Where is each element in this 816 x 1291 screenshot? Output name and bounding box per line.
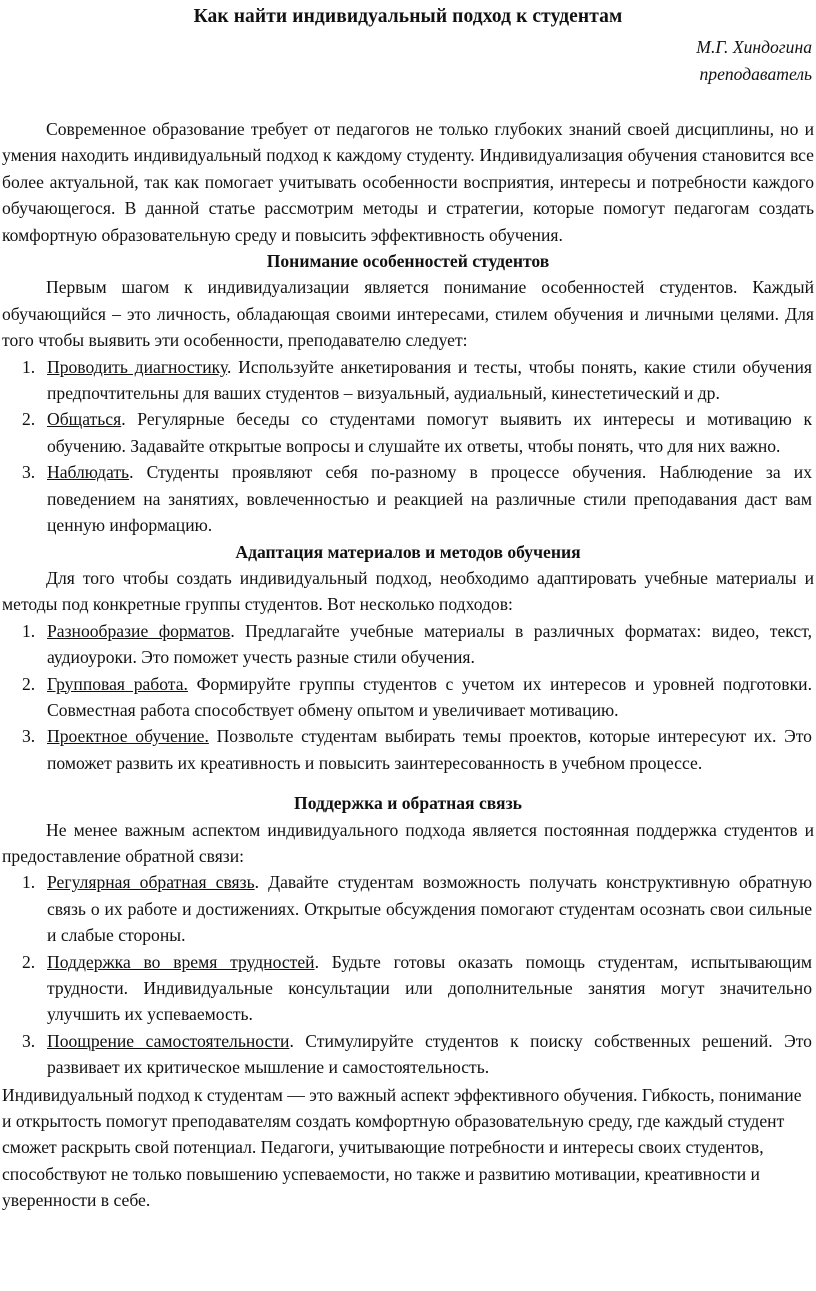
numbered-list [2, 354, 814, 539]
list-item [2, 406, 812, 459]
numbered-list [2, 618, 814, 776]
item-text: Регулярные беседы со студентами помогут выявить их интересы и мотивацию к обучению. Задавайте открытые вопросы и слушайте их ответы, чтобы понять, что для них важно. [47, 409, 812, 456]
item-term-separator: . [289, 1030, 294, 1051]
section-support [2, 790, 814, 1080]
list-item [2, 949, 812, 1028]
item-term: Проектное обучение. [47, 726, 209, 747]
item-text: Давайте студентам возможность получать конструктивную обратную связь о их работе и достижениях. Открытые обсуждения помогают студентам осознать свои сильные и слабые стороны. [47, 872, 812, 946]
section-heading: Поддержка и обратная связь [294, 793, 522, 814]
list-item [2, 1028, 812, 1081]
item-term-separator: . [314, 951, 319, 972]
item-number: 3. [22, 462, 36, 483]
section-understanding [2, 248, 814, 538]
section-lead: Не менее важным аспектом индивидуального подхода является постоянная поддержка студентов и предоставление обратной связи: [2, 819, 814, 866]
item-text: Используйте анкетирования и тесты, чтобы понять, какие стили обучения предпочтительны для ваших студентов – визуальный, аудиальный, кинестетический и др. [47, 356, 812, 404]
author-name: М.Г. Хиндогина [696, 37, 812, 57]
list-item [2, 354, 812, 407]
item-term: Разнообразие форматов [47, 620, 231, 641]
item-text: Будьте готовы оказать помощь студентам, испытывающим трудности. Индивидуальные консультации или дополнительные занятия могут значительно улучшить их успеваемость. [47, 951, 812, 1025]
list-item [2, 618, 812, 671]
section-lead: Для того чтобы создать индивидуальный подход, необходимо адаптировать учебные материалы и методы под конкретные группы студентов. Вот несколько подходов: [2, 567, 814, 615]
section-adaptation [2, 539, 814, 777]
item-number: 3. [22, 726, 36, 747]
item-number: 2. [22, 409, 36, 430]
item-term: Поощрение самостоятельности [47, 1030, 290, 1051]
item-term: Регулярная обратная связь [47, 872, 255, 893]
item-term-separator: . [254, 872, 260, 893]
item-term-separator: . [226, 356, 232, 377]
author-role: преподаватель [699, 64, 812, 84]
item-text: Предлагайте учебные материалы в различных форматах: видео, текст, аудиоуроки. Это поможет учесть разные стили обучения. [47, 620, 812, 668]
section-heading: Понимание особенностей студентов [266, 251, 550, 272]
item-term: Поддержка во время трудностей [47, 951, 315, 972]
list-item [2, 869, 812, 948]
item-term: Наблюдать [47, 462, 130, 483]
item-text: Студенты проявляют себя по-разному в процессе обучения. Наблюдение за их поведением на занятиях, вовлеченностью и реакцией на различные стили преподавания даст вам ценную информацию. [47, 462, 812, 536]
item-text: Стимулируйте студентов к поиску собственных решений. Это развивает их критическое мышление и самостоятельность. [47, 1030, 812, 1078]
item-term: Общаться [47, 409, 122, 430]
item-term: Групповая работа. [47, 673, 188, 694]
item-number: 2. [22, 951, 36, 972]
item-term: Проводить диагностику [47, 356, 227, 377]
conclusion-paragraph: Индивидуальный подход к студентам — это важный аспект эффективного обучения. Гибкость, понимание и открытость помогут преподавателям создать комфортную образовательную среду, где каждый студент сможет раскрыть свой потенциал. Педагоги, учитывающие потребности и интересы своих студентов, способствуют не только повышению успеваемости, но также и развитию мотивации, креативности и уверенности в себе. [2, 1084, 802, 1211]
item-text: Формируйте группы студентов с учетом их интересов и уровней подготовки. Совместная работа способствует обмену опытом и увеличивает мотивацию. [47, 673, 812, 720]
section-heading: Адаптация материалов и методов обучения [235, 541, 581, 562]
numbered-list [2, 869, 814, 1080]
list-item [2, 723, 812, 776]
list-item [2, 671, 812, 724]
item-term-separator: . [230, 620, 235, 641]
item-term-separator: . [121, 409, 126, 430]
article-title: Как найти индивидуальный подход к студентам [193, 6, 623, 27]
item-number: 1. [22, 356, 36, 377]
intro-paragraph: Современное образование требует от педагогов не только глубоких знаний своей дисциплины, но и умения находить индивидуальный подход к каждому студенту. Индивидуализация обучения становится все более актуальной, так как помогает учитывать особенности восприятия, интересы и потребности каждого обучающегося. В данной статье рассмотрим методы и стратегии, которые помогут педагогам создать комфортную образовательную среду и повысить эффективность обучения. [2, 119, 814, 245]
item-term-separator: . [129, 462, 134, 483]
item-text: Позвольте студентам выбирать темы проектов, которые интересуют их. Это поможет развить их креативность и повысить заинтересованность в учебном процессе. [47, 726, 812, 773]
item-number: 2. [22, 673, 36, 694]
section-lead: Первым шагом к индивидуализации является понимание особенностей студентов. Каждый обучающийся – это личность, обладающая своими интересами, стилем обучения и личными целями. Для того чтобы выявить эти особенности, преподавателю следует: [2, 277, 814, 351]
item-number: 1. [22, 620, 36, 641]
list-item [2, 459, 812, 538]
item-number: 1. [22, 872, 36, 893]
item-number: 3. [22, 1030, 36, 1051]
